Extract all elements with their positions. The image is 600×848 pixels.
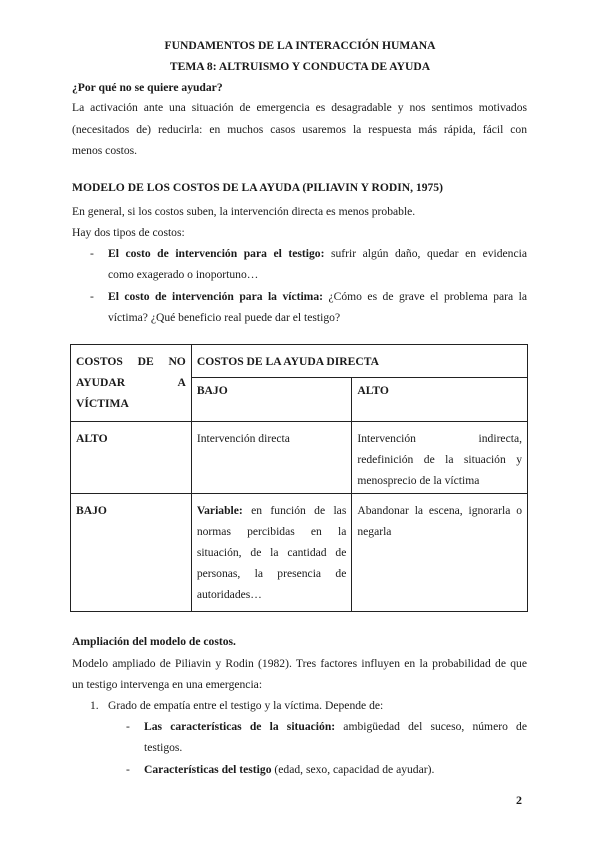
corner-word: COSTOS bbox=[76, 355, 123, 368]
cell-low: Intervención directa bbox=[191, 422, 352, 494]
col-header-low: BAJO bbox=[191, 378, 352, 422]
extension-heading: Ampliación del modelo de costos. bbox=[72, 635, 236, 648]
bullet-bold: El costo de intervención para el testigo: bbox=[108, 247, 325, 260]
cell-line bbox=[357, 428, 522, 449]
intro-question: ¿Por qué no se quiere ayudar? bbox=[72, 81, 223, 94]
bullet-line-1 bbox=[108, 286, 527, 307]
bullet-line-2: víctima? ¿Qué beneficio real puede dar el testigo? bbox=[108, 311, 341, 324]
row-label: BAJO bbox=[71, 494, 192, 612]
bullet-text: (edad, sexo, capacidad de ayudar). bbox=[271, 763, 435, 776]
cell-text: en función de las normas percibidas en la situación, de la cantidad de personas, la presencia de autoridades… bbox=[196, 504, 347, 601]
bullet-text: sufrir algún daño, quedar en evidencia bbox=[324, 247, 527, 260]
topic-title: TEMA 8: ALTRUISMO Y CONDUCTA DE AYUDA bbox=[169, 60, 431, 73]
corner-word: A bbox=[177, 376, 186, 389]
table-header-row bbox=[71, 345, 528, 378]
intro-line-2: (necesitados de) reducirla: en muchos casos usaremos la respuesta más rápida, fácil con bbox=[72, 123, 527, 136]
model-heading: MODELO DE LOS COSTOS DE LA AYUDA (PILIAVIN Y RODIN, 1975) bbox=[72, 181, 443, 194]
page-number: 2 bbox=[516, 793, 522, 807]
corner-line-1 bbox=[76, 351, 186, 372]
bullet-bold: Características del testigo bbox=[144, 763, 272, 776]
bullet-bold: Las características de la situación: bbox=[144, 720, 336, 733]
list-number: 1. bbox=[90, 699, 99, 712]
bullet-dash: - bbox=[90, 247, 94, 260]
bullet-line-1 bbox=[144, 759, 527, 780]
bullet-dash: - bbox=[90, 290, 94, 303]
extension-line-1: Modelo ampliado de Piliavin y Rodin (1982). Tres factores influyen en la probabilidad de que bbox=[72, 657, 527, 670]
cell-word: indirecta, bbox=[478, 432, 522, 445]
costs-table bbox=[70, 344, 528, 612]
cell-high bbox=[352, 422, 528, 494]
bullet-text: ¿Cómo es de grave el problema para la bbox=[323, 290, 527, 303]
bullet-line-2: testigos. bbox=[144, 741, 183, 754]
extension-line-2: un testigo intervenga en una emergencia: bbox=[72, 678, 263, 691]
table-corner-cell bbox=[71, 345, 192, 422]
bullet-line-1 bbox=[144, 716, 527, 737]
course-title: FUNDAMENTOS DE LA INTERACCIÓN HUMANA bbox=[164, 39, 436, 52]
cell-rest: redefinición de la situación y menosprecio de la víctima bbox=[357, 453, 522, 487]
cell-low bbox=[191, 494, 352, 612]
bullet-bold: El costo de intervención para la víctima: bbox=[108, 290, 324, 303]
bullet-dash: - bbox=[126, 763, 130, 776]
cell-bold: Variable: bbox=[196, 504, 243, 517]
direct-cost-header: COSTOS DE LA AYUDA DIRECTA bbox=[191, 345, 527, 378]
model-line-1: En general, si los costos suben, la intervención directa es menos probable. bbox=[72, 205, 416, 218]
corner-line-2 bbox=[76, 372, 186, 393]
bullet-text: ambigüedad del suceso, número de bbox=[335, 720, 527, 733]
row-label: ALTO bbox=[71, 422, 192, 494]
cell-high: Abandonar la escena, ignorarla o negarla bbox=[352, 494, 528, 612]
corner-word: DE bbox=[137, 355, 154, 368]
bullet-line-1 bbox=[108, 243, 527, 264]
model-line-2: Hay dos tipos de costos: bbox=[72, 226, 185, 239]
bullet-dash: - bbox=[126, 720, 130, 733]
corner-word: AYUDAR bbox=[76, 376, 126, 389]
table-row bbox=[71, 494, 528, 612]
corner-word: NO bbox=[168, 355, 186, 368]
corner-line-3: VÍCTIMA bbox=[76, 397, 129, 410]
bullet-line-2: como exagerado o inoportuno… bbox=[108, 268, 259, 281]
table-row bbox=[71, 422, 528, 494]
intro-line-1: La activación ante una situación de emergencia es desagradable y nos sentimos motivados bbox=[72, 101, 527, 114]
cell-word: Intervención bbox=[357, 432, 416, 445]
col-header-high: ALTO bbox=[352, 378, 528, 422]
list-item-text: Grado de empatía entre el testigo y la víctima. Depende de: bbox=[108, 699, 384, 712]
intro-line-3: menos costos. bbox=[72, 144, 138, 157]
